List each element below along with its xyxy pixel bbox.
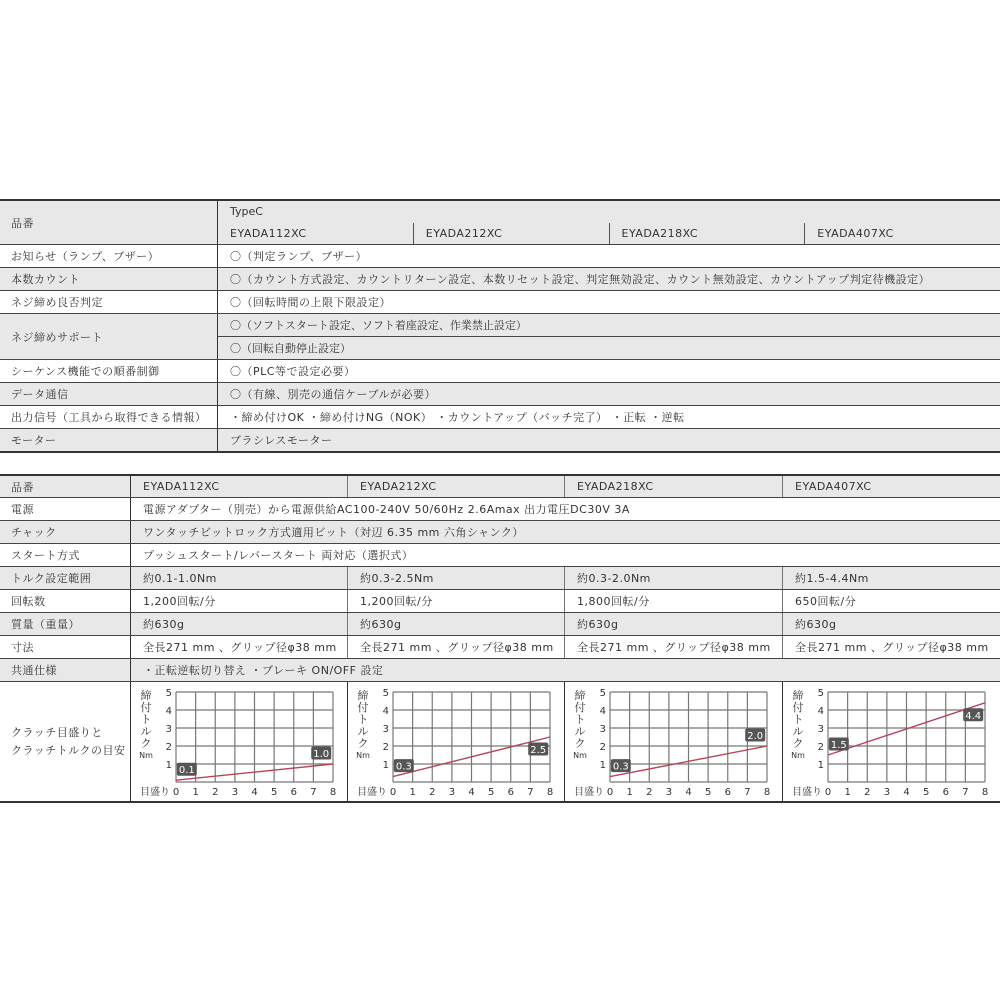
svg-text:0.3: 0.3 (395, 761, 412, 773)
row-value: 1,200回転/分 (131, 590, 348, 612)
svg-text:5: 5 (270, 787, 278, 798)
torque-chart-svg (783, 682, 1000, 801)
row-value: ワンタッチビットロック方式適用ビット（対辺 6.35 mm 六角シャンク） (143, 526, 524, 539)
row-label-line: クラッチトルクの目安 (11, 743, 126, 757)
y-axis-label: 締 付 ト ル ク Nm (791, 689, 805, 760)
row-label: 品番 (0, 476, 131, 497)
svg-text:3: 3 (231, 787, 239, 798)
svg-text:3: 3 (883, 787, 891, 798)
table-row (0, 636, 1000, 659)
row-value: ・締め付けOK ・締め付けNG（NOK） ・カウントアップ（バッチ完了） ・正転 ・逆転 (230, 411, 685, 424)
table-row (0, 521, 1000, 544)
svg-text:目盛り: 目盛り (574, 787, 604, 798)
row-label: 共通仕様 (0, 659, 131, 681)
row-label: モーター (0, 429, 218, 451)
table-row (0, 406, 1000, 429)
row-value: 約0.3-2.5Nm (348, 567, 565, 589)
table-row (0, 590, 1000, 613)
svg-text:6: 6 (290, 787, 297, 798)
row-value: 約0.3-2.0Nm (565, 567, 783, 589)
row-value: 1,800回転/分 (565, 590, 783, 612)
svg-text:1: 1 (382, 760, 389, 771)
row-label: 本数カウント (0, 268, 218, 290)
clutch-chart (565, 682, 783, 801)
table-row (0, 291, 1000, 314)
torque-chart-svg (565, 682, 782, 801)
table-row (0, 613, 1000, 636)
svg-text:2: 2 (646, 787, 653, 798)
model-cell: EYADA407XC (795, 480, 872, 493)
svg-text:0: 0 (824, 787, 832, 798)
table-row (0, 314, 1000, 360)
row-value: 全長271 mm 、グリップ径φ38 mm (131, 636, 348, 658)
svg-text:3: 3 (448, 787, 456, 798)
svg-text:5: 5 (817, 688, 824, 699)
table-row (0, 360, 1000, 383)
row-value: 約1.5-4.4Nm (795, 572, 869, 585)
row-label: スタート方式 (0, 544, 131, 566)
svg-text:3: 3 (665, 787, 673, 798)
svg-text:2: 2 (864, 787, 871, 798)
svg-text:7: 7 (744, 787, 751, 798)
svg-text:1: 1 (599, 760, 606, 771)
svg-text:目盛り: 目盛り (140, 787, 170, 798)
svg-text:6: 6 (724, 787, 731, 798)
svg-text:7: 7 (962, 787, 969, 798)
y-axis-label: 締 付 ト ル ク Nm (356, 689, 370, 760)
svg-text:2: 2 (429, 787, 436, 798)
row-value: 全長271 mm 、グリップ径φ38 mm (348, 636, 565, 658)
svg-text:1: 1 (409, 787, 416, 798)
clutch-chart (783, 682, 1000, 801)
svg-text:5: 5 (599, 688, 606, 699)
svg-text:0: 0 (606, 787, 614, 798)
y-axis-label: 締 付 ト ル ク Nm (573, 689, 587, 760)
row-value: 電源アダプター（別売）から電源供給AC100-240V 50/60Hz 2.6Amax 出力電圧DC30V 3A (143, 503, 630, 516)
row-label: チャック (0, 521, 131, 543)
svg-text:5: 5 (382, 688, 389, 699)
row-value: 〇（回転自動停止設定） (230, 342, 351, 355)
svg-text:8: 8 (981, 787, 989, 798)
svg-text:2: 2 (817, 742, 824, 753)
row-value: 〇（有線、別売の通信ケーブルが必要） (230, 388, 437, 401)
row-value: 〇（ソフトスタート設定、ソフト着座設定、作業禁止設定） (218, 314, 1000, 337)
svg-text:目盛り: 目盛り (792, 787, 822, 798)
row-value: 約0.1-1.0Nm (131, 567, 348, 589)
svg-text:1: 1 (165, 760, 172, 771)
row-value: 約630g (348, 613, 565, 635)
row-label: 出力信号（工具から取得できる情報） (0, 406, 218, 428)
svg-text:1: 1 (192, 787, 199, 798)
y-axis-label: 締 付 ト ル ク Nm (139, 689, 153, 760)
svg-text:2.0: 2.0 (747, 731, 764, 742)
svg-text:5: 5 (704, 787, 712, 798)
svg-text:7: 7 (310, 787, 317, 798)
row-value: 〇（回転時間の上限下限設定） (230, 296, 391, 309)
svg-text:2.5: 2.5 (530, 745, 547, 756)
svg-text:8: 8 (546, 787, 554, 798)
svg-text:6: 6 (507, 787, 514, 798)
model-cell: EYADA218XC (609, 223, 805, 244)
svg-text:4: 4 (685, 787, 692, 798)
svg-text:3: 3 (165, 724, 172, 735)
row-value: 約630g (795, 618, 837, 631)
table-row-model-header (0, 201, 1000, 245)
row-label-line: クラッチ目盛りと (11, 725, 103, 739)
table-row (0, 245, 1000, 268)
torque-chart-svg (348, 682, 564, 801)
row-value: 1,200回転/分 (348, 590, 565, 612)
svg-text:4: 4 (903, 787, 910, 798)
row-value: 約630g (565, 613, 783, 635)
row-value: 650回転/分 (795, 595, 857, 608)
svg-text:1: 1 (844, 787, 851, 798)
model-cell: EYADA212XC (348, 476, 565, 497)
svg-text:5: 5 (165, 688, 172, 699)
table-row (0, 498, 1000, 521)
row-label: シーケンス機能での順番制御 (0, 360, 218, 382)
table-row-model-header (0, 476, 1000, 498)
svg-text:1: 1 (626, 787, 633, 798)
svg-text:0: 0 (172, 787, 180, 798)
model-columns (218, 223, 1000, 244)
svg-text:3: 3 (599, 724, 606, 735)
row-label: 寸法 (0, 636, 131, 658)
svg-text:1: 1 (817, 760, 824, 771)
svg-text:4: 4 (382, 706, 389, 717)
svg-text:2: 2 (212, 787, 219, 798)
row-label: 質量（重量） (0, 613, 131, 635)
table-row (0, 383, 1000, 406)
row-label: ネジ締めサポート (0, 314, 218, 359)
row-value: 〇（PLC等で設定必要） (230, 365, 356, 378)
svg-text:3: 3 (382, 724, 389, 735)
row-value: ・正転逆転切り替え ・ブレーキ ON/OFF 設定 (143, 664, 384, 677)
row-value: 全長271 mm 、グリップ径φ38 mm (795, 641, 989, 654)
svg-text:1.0: 1.0 (313, 749, 330, 760)
svg-text:2: 2 (165, 742, 172, 753)
row-label: 回転数 (0, 590, 131, 612)
svg-text:0: 0 (389, 787, 397, 798)
model-cell: EYADA407XC (804, 223, 1000, 244)
row-label: トルク設定範囲 (0, 567, 131, 589)
row-label: 品番 (0, 201, 218, 244)
table-row (0, 567, 1000, 590)
model-cell: EYADA218XC (565, 476, 783, 497)
type-label: TypeC (230, 205, 263, 218)
row-value: 〇（カウント方式設定、カウントリターン設定、本数リセット設定、判定無効設定、カウント無効設定、カウントアップ判定待機設定） (230, 273, 931, 286)
svg-text:4: 4 (599, 706, 606, 717)
table-row (0, 268, 1000, 291)
svg-text:5: 5 (487, 787, 495, 798)
row-value: 約630g (131, 613, 348, 635)
model-cell: EYADA112XC (230, 227, 307, 240)
clutch-chart (131, 682, 348, 801)
svg-text:7: 7 (527, 787, 534, 798)
row-label: お知らせ（ランプ、ブザー） (0, 245, 218, 267)
table-row (0, 544, 1000, 567)
row-label: ネジ締め良否判定 (0, 291, 218, 313)
row-value: ブラシレスモーター (230, 434, 333, 447)
svg-text:目盛り: 目盛り (357, 787, 387, 798)
svg-text:4: 4 (165, 706, 172, 717)
table-row (0, 659, 1000, 682)
row-label: データ通信 (0, 383, 218, 405)
svg-text:6: 6 (942, 787, 949, 798)
model-cell: EYADA112XC (131, 476, 348, 497)
svg-text:4: 4 (817, 706, 824, 717)
row-value: 全長271 mm 、グリップ径φ38 mm (565, 636, 783, 658)
svg-text:2: 2 (599, 742, 606, 753)
torque-chart-svg (131, 682, 347, 801)
clutch-chart (348, 682, 565, 801)
row-label (0, 682, 131, 801)
svg-text:4.4: 4.4 (965, 710, 982, 722)
row-value: 〇（判定ランプ、ブザー） (230, 250, 368, 263)
row-value: プッシュスタート/レバースタート 両対応（選択式） (143, 549, 414, 562)
svg-text:8: 8 (329, 787, 337, 798)
svg-text:4: 4 (468, 787, 475, 798)
svg-text:1.5: 1.5 (830, 740, 847, 751)
row-label: 電源 (0, 498, 131, 520)
table-row-clutch-charts (0, 682, 1000, 803)
svg-text:8: 8 (763, 787, 771, 798)
model-cell: EYADA212XC (413, 223, 609, 244)
svg-text:4: 4 (251, 787, 258, 798)
svg-text:0.3: 0.3 (612, 761, 629, 773)
svg-text:0.1: 0.1 (178, 765, 195, 777)
svg-text:2: 2 (382, 742, 389, 753)
svg-text:3: 3 (817, 724, 824, 735)
table-row (0, 429, 1000, 453)
svg-text:5: 5 (922, 787, 930, 798)
